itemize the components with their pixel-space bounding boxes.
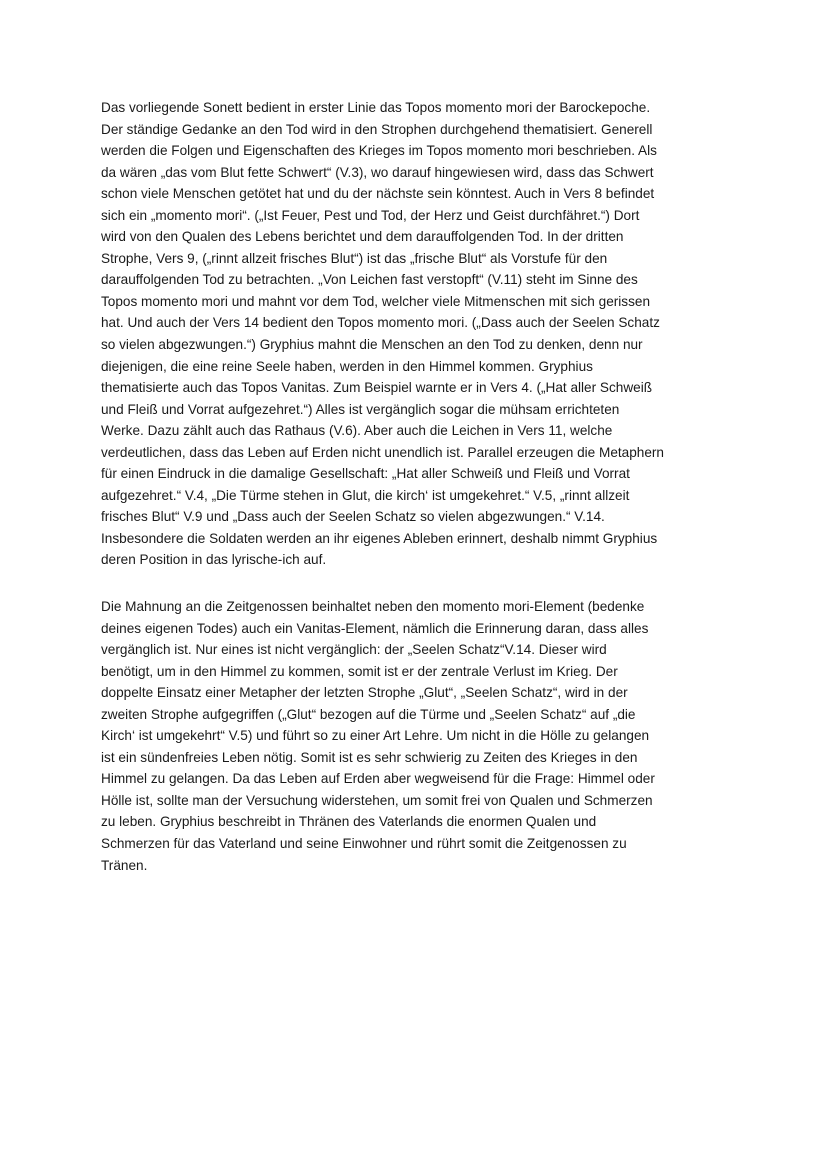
text-line: und Fleiß und Vorrat aufgezehret.“) Alles ist vergänglich sogar die mühsam errichteten (101, 401, 620, 417)
text-line: benötigt, um in den Himmel zu kommen, somit ist er der zentrale Verlust im Krieg. Der (101, 663, 618, 679)
text-line: schon viele Menschen getötet hat und du der nächste sein könntest. Auch in Vers 8 befindet (101, 186, 655, 202)
text-line: Der ständige Gedanke an den Tod wird in den Strophen durchgehend thematisiert. Generell (101, 121, 653, 137)
text-line: Insbesondere die Soldaten werden an ihr eigenes Ableben erinnert, deshalb nimmt Gryphius (101, 530, 658, 546)
text-line: für einen Eindruck in die damalige Gesellschaft: „Hat aller Schweiß und Fleiß und Vorrat (101, 466, 630, 482)
text-line: wird von den Qualen des Lebens berichtet und dem darauffolgenden Tod. In der dritten (101, 229, 624, 245)
text-line: verdeutlichen, dass das Leben auf Erden nicht unendlich ist. Parallel erzeugen die Metaphern (101, 444, 664, 460)
text-line: zweiten Strophe aufgegriffen („Glut“ bezogen auf die Türme und „Seelen Schatz“ auf „die (101, 706, 636, 722)
text-line: Hölle ist, sollte man der Versuchung widerstehen, um somit frei von Qualen und Schmerzen (101, 792, 653, 808)
text-line: ist ein sündenfreies Leben nötig. Somit ist es sehr schwierig zu Zeiten des Krieges in den (101, 749, 638, 765)
text-line: Tränen. (101, 857, 148, 873)
text-line: Die Mahnung an die Zeitgenossen beinhaltet neben den momento mori-Element (bedenke (101, 599, 645, 614)
text-line: deines eigenen Todes) auch ein Vanitas-Element, nämlich die Erinnerung daran, dass alles (101, 620, 649, 636)
text-line: Kirch‘ ist umgekehrt“ V.5) und führt so zu einer Art Lehre. Um nicht in die Hölle zu gelangen (101, 728, 650, 744)
text-line: Werke. Dazu zählt auch das Rathaus (V.6). Aber auch die Leichen in Vers 11, welche (101, 423, 613, 439)
text-line: so vielen abgezwungen.“) Gryphius mahnt die Menschen an den Tod zu denken, denn nur (101, 337, 643, 353)
text-line: diejenigen, die eine reine Seele haben, werden in den Himmel kommen. Gryphius (101, 358, 593, 374)
text-line: frisches Blut“ V.9 und „Dass auch der Seelen Schatz so vielen abgezwungen.“ V.14. (101, 509, 605, 525)
text-line: thematisierte auch das Topos Vanitas. Zum Beispiel warnte er in Vers 4. („Hat aller Schweiß (101, 380, 653, 396)
text-line: da wären „das vom Blut fette Schwert“ (V.3), wo darauf hingewiesen wird, dass das Schwert (101, 164, 654, 180)
text-line: hat. Und auch der Vers 14 bedient den Topos momento mori. („Dass auch der Seelen Schatz (101, 315, 660, 331)
paragraph-momento-mori (101, 97, 731, 571)
text-line: vergänglich ist. Nur eines ist nicht vergänglich: der „Seelen Schatz“V.14. Dieser wird (101, 642, 607, 658)
text-line: Strophe, Vers 9, („rinnt allzeit frisches Blut“) ist das „frische Blut“ als Vorstufe für den (101, 250, 608, 266)
text-line: Topos momento mori und mahnt vor dem Tod, welcher viele Mitmenschen mit sich gerissen (101, 293, 651, 309)
text-line: sich ein „momento mori“. („Ist Feuer, Pest und Tod, der Herz und Geist durchfähret.“) Dort (101, 207, 640, 223)
text-line: deren Position in das lyrische-ich auf. (101, 552, 327, 568)
text-line: Das vorliegende Sonett bedient in erster Linie das Topos momento mori der Barockepoche. (101, 100, 651, 115)
paragraph-mahnung (101, 596, 731, 876)
text-line: doppelte Einsatz einer Metapher der letzten Strophe „Glut“, „Seelen Schatz“, wird in der (101, 685, 628, 701)
text-line: Himmel zu gelangen. Da das Leben auf Erden aber wegweisend für die Frage: Himmel oder (101, 771, 655, 787)
text-line: werden die Folgen und Eigenschaften des Krieges im Topos momento mori beschrieben. Als (101, 143, 657, 159)
text-line: aufgezehret.“ V.4, „Die Türme stehen in Glut, die kirch‘ ist umgekehret.“ V.5, „rinnt allzeit (101, 487, 630, 503)
text-line: zu leben. Gryphius beschreibt in Thränen des Vaterlands die enormen Qualen und (101, 814, 597, 830)
text-line: Schmerzen für das Vaterland und seine Einwohner und rührt somit die Zeitgenossen zu (101, 836, 627, 852)
text-line: darauffolgenden Tod zu betrachten. „Von Leichen fast verstopft“ (V.11) steht im Sinne des (101, 272, 638, 288)
